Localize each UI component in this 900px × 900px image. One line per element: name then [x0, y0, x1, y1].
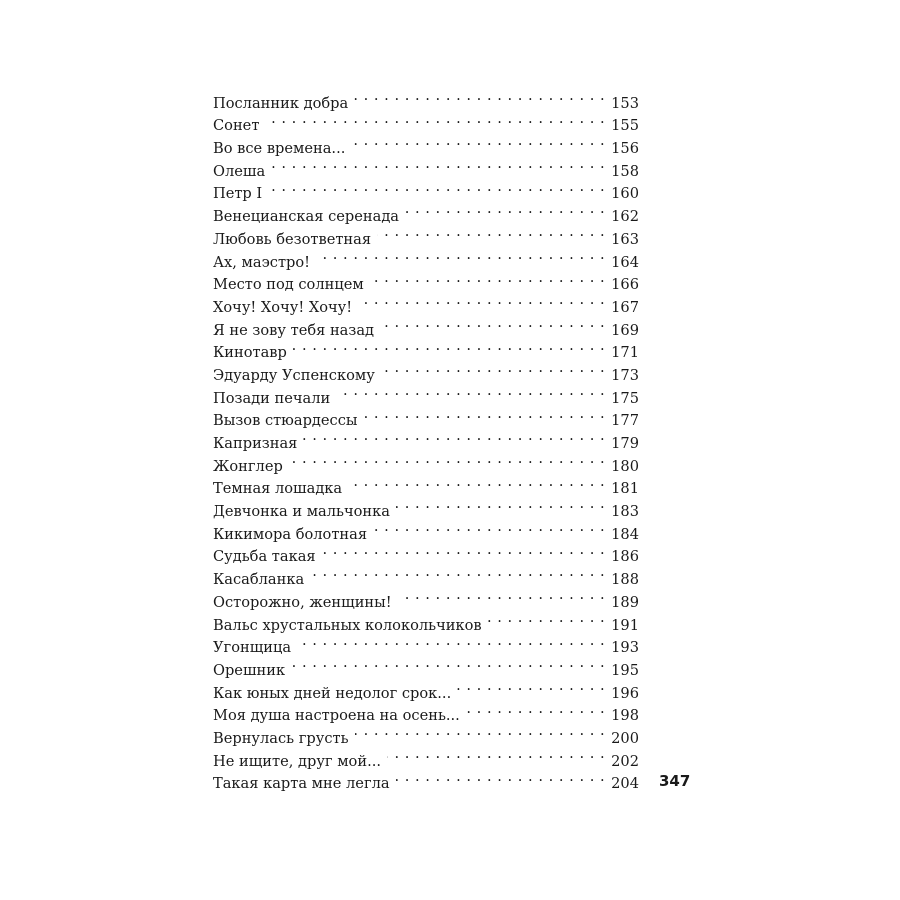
table-of-contents — [213, 85, 639, 793]
toc-entry-page: 191 — [611, 616, 639, 634]
dot-leader — [297, 630, 605, 653]
toc-entry-page: 183 — [611, 503, 639, 521]
toc-entry-title: Судьба такая — [213, 548, 316, 566]
toc-entry-title: Позади печали — [213, 389, 331, 407]
dot-leader — [396, 766, 606, 789]
toc-entry-title: Венецианская серенада — [213, 208, 400, 226]
dot-leader — [310, 561, 605, 584]
toc-entry-title: Я не зову тебя назад — [213, 321, 375, 339]
toc-entry-page: 189 — [611, 593, 639, 611]
toc-entry — [213, 108, 639, 135]
toc-entry-page: 153 — [611, 94, 639, 112]
dot-leader — [405, 198, 605, 221]
toc-entry-title: Вальс хрустальных колокольчиков — [213, 616, 482, 634]
toc-entry-title: Угонщица — [213, 639, 292, 657]
dot-leader — [289, 448, 605, 471]
toc-entry-page: 188 — [611, 571, 639, 589]
dot-leader — [303, 425, 605, 448]
dot-leader — [268, 176, 605, 199]
dot-leader — [322, 539, 606, 562]
toc-entry-title: Жонглер — [213, 457, 283, 475]
dot-leader — [316, 244, 605, 267]
dot-leader — [358, 289, 605, 312]
dot-leader — [373, 516, 605, 539]
toc-entry-title: Во все времена... — [213, 140, 346, 158]
toc-entry-page: 156 — [611, 140, 639, 158]
dot-leader — [271, 153, 605, 176]
toc-entry — [213, 198, 639, 226]
toc-entry-title: Моя душа настроена на осень... — [213, 707, 460, 725]
toc-entry-title: Эдуарду Успенскому — [213, 366, 375, 384]
toc-entry-page: 179 — [611, 435, 639, 452]
dot-leader — [398, 584, 606, 607]
toc-entry-page: 175 — [611, 389, 639, 407]
page-number: 347 — [659, 772, 691, 790]
toc-entry-page: 202 — [611, 752, 639, 770]
toc-entry-page: 204 — [611, 775, 639, 793]
dot-leader — [457, 675, 605, 698]
toc-entry — [213, 176, 639, 203]
toc-entry-title: Кикимора болотная — [213, 525, 368, 543]
toc-entry-page: 195 — [611, 661, 639, 679]
toc-entry-title: Вызов стюардессы — [213, 412, 358, 430]
toc-entry-page: 162 — [611, 208, 639, 226]
toc-entry-page: 160 — [611, 185, 639, 203]
dot-leader — [380, 312, 605, 335]
toc-entry-page: 166 — [611, 276, 639, 294]
toc-entry-title: Орешник — [213, 661, 286, 679]
toc-entry-page: 158 — [611, 162, 639, 180]
toc-entry-title: Не ищите, друг мой... — [213, 752, 381, 770]
toc-entry-page: 163 — [611, 230, 639, 248]
dot-leader — [396, 493, 605, 516]
toc-entry-title: Касабланка — [213, 571, 305, 589]
toc-entry-title: Как юных дней недолог срок... — [213, 684, 452, 702]
toc-entry-page: 196 — [611, 684, 639, 702]
toc-entry — [213, 130, 639, 158]
toc-entry — [213, 153, 639, 180]
dot-leader — [336, 380, 605, 403]
toc-entry-page: 171 — [611, 344, 639, 362]
dot-leader — [387, 743, 605, 766]
toc-entry-title: Место под солнцем — [213, 276, 364, 294]
dot-leader — [377, 221, 605, 244]
toc-entry-title: Посланник добра — [213, 94, 349, 112]
toc-entry — [213, 85, 639, 112]
toc-entry-title: Любовь безответная — [213, 230, 372, 248]
toc-entry-page: 186 — [611, 548, 639, 566]
toc-entry-title: Хочу! Хочу! Хочу! — [213, 298, 353, 316]
dot-leader — [488, 607, 606, 630]
toc-entry-page: 167 — [611, 298, 639, 316]
toc-entry-page: 193 — [611, 639, 639, 657]
toc-entry-page: 198 — [611, 707, 639, 725]
toc-entry-page: 184 — [611, 525, 639, 543]
dot-leader — [364, 403, 606, 426]
toc-entry-page: 169 — [611, 321, 639, 339]
toc-entry-title: Кинотавр — [213, 344, 287, 362]
dot-leader — [354, 85, 605, 108]
toc-entry-title: Ах, маэстро! — [213, 253, 311, 271]
toc-entry-title: Капризная — [213, 435, 298, 452]
toc-entry-page: 173 — [611, 366, 639, 384]
toc-entry-title: Осторожно, женщины! — [213, 593, 392, 611]
toc-entry-page: 155 — [611, 117, 639, 135]
dot-leader — [381, 357, 605, 380]
toc-entry-page: 180 — [611, 457, 639, 475]
toc-entry-page: 164 — [611, 253, 639, 271]
toc-entry-page: 200 — [611, 729, 639, 747]
dot-leader — [466, 698, 605, 721]
toc-entry-title: Сонет — [213, 117, 260, 135]
dot-leader — [351, 130, 605, 153]
toc-entry-title: Петр I — [213, 185, 263, 203]
toc-entry-page: 177 — [611, 412, 639, 430]
dot-leader — [293, 335, 605, 358]
toc-entry-page: 181 — [611, 480, 639, 498]
dot-leader — [370, 267, 605, 290]
toc-entry-title: Девчонка и мальчонка — [213, 503, 390, 521]
dot-leader — [291, 652, 605, 675]
toc-entry-title: Темная лошадка — [213, 480, 343, 498]
toc-entry-title: Вернулась грусть — [213, 729, 349, 747]
dot-leader — [348, 471, 605, 494]
toc-entry-title: Олеша — [213, 162, 266, 180]
dot-leader — [265, 108, 605, 131]
dot-leader — [355, 720, 606, 743]
toc-entry-title: Такая карта мне легла — [213, 775, 390, 793]
